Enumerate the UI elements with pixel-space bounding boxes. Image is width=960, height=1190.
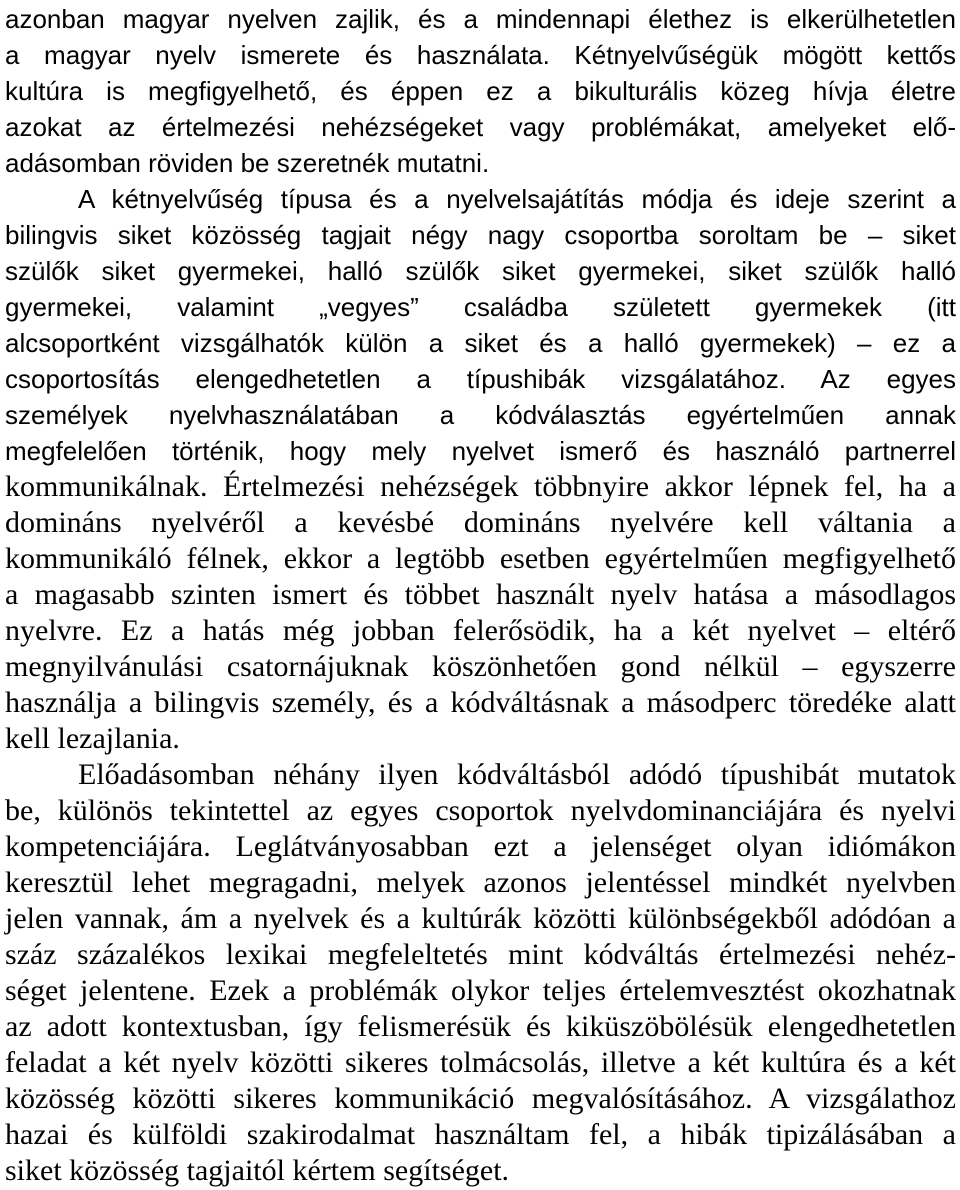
paragraph-2-line-1: A kétnyelvűség típusa és a nyelvelsajátítás módja és ideje szerint a [78, 184, 956, 214]
paragraph-2-line-6: csoportosítás elengedhetetlen a típushibák vizsgálatához. Az egyes [5, 364, 956, 394]
paragraph-3-line-11: hazai és külföldi szakirodalmat használtam fel, a hibák tipizálásában a [5, 1118, 956, 1151]
paragraph-2-line-15: használja a bilingvis személy, és a kódváltásnak a másodperc töredéke alatt [5, 686, 956, 719]
paragraph-2-line-2: bilingvis siket közösség tagjait négy nagy csoportba soroltam be – siket [5, 220, 956, 250]
paragraph-2-line-11: kommunikáló félnek, ekkor a legtöbb esetben egyértelműen megfigyelhető [5, 542, 956, 575]
paragraph-1-line-5: adásomban röviden be szeretnék mutatni. [5, 148, 490, 178]
paragraph-3-line-12: siket közösség tagjaitól kértem segítséget. [5, 1154, 510, 1187]
paragraph-3-line-8: az adott kontextusban, így felismerésük és kiküszöbölésük elengedhetetlen [5, 1010, 956, 1043]
paragraph-3-line-7: séget jelentene. Ezek a problémák olykor teljes értelemvesztést okozhatnak [5, 974, 956, 1007]
paragraph-3-line-4: keresztül lehet megragadni, melyek azonos jelentéssel mindkét nyelvben [5, 866, 956, 899]
paragraph-1-line-3: kultúra is megfigyelhető, és éppen ez a bikulturális közeg hívja életre [5, 76, 956, 106]
paragraph-1-line-4: azokat az értelmezési nehézségeket vagy problémákat, amelyeket elő- [5, 112, 956, 142]
paragraph-2-line-5: alcsoportként vizsgálhatók külön a siket és a halló gyermekek) – ez a [5, 328, 956, 358]
paragraph-2-line-3: szülők siket gyermekei, halló szülők siket gyermekei, siket szülők halló [5, 256, 956, 286]
paragraph-3-line-9: feladat a két nyelv közötti sikeres tolmácsolás, illetve a két kultúra és a két [5, 1046, 956, 1079]
paragraph-3-line-5: jelen vannak, ám a nyelvek és a kultúrák közötti különbségekből adódóan a [5, 902, 956, 935]
paragraph-2-line-8: megfelelően történik, hogy mely nyelvet ismerő és használó partnerrel [5, 436, 956, 466]
paragraph-2-line-12: a magasabb szinten ismert és többet használt nyelv hatása a másodlagos [5, 578, 956, 611]
paragraph-2-line-9: kommunikálnak. Értelmezési nehézségek többnyire akkor lépnek fel, ha a [5, 470, 956, 503]
paragraph-3-line-6: száz százalékos lexikai megfeleltetés mint kódváltás értelmezési nehéz- [5, 938, 956, 971]
paragraph-2-line-10: domináns nyelvéről a kevésbé domináns nyelvére kell váltania a [5, 506, 956, 539]
paragraph-1-line-1: azonban magyar nyelven zajlik, és a mindennapi élethez is elkerülhetetlen [5, 4, 956, 34]
paragraph-3-line-3: kompetenciájára. Leglátványosabban ezt a jelenséget olyan idiómákon [5, 830, 956, 863]
paragraph-3-line-1: Előadásomban néhány ilyen kódváltásból adódó típushibát mutatok [78, 758, 956, 791]
paragraph-1-line-2: a magyar nyelv ismerete és használata. Kétnyelvűségük mögött kettős [5, 40, 956, 70]
paragraph-3-line-2: be, különös tekintettel az egyes csoportok nyelvdominanciájára és nyelvi [5, 794, 956, 827]
paragraph-2-line-4: gyermekei, valamint „vegyes” családba született gyermekek (itt [5, 292, 956, 322]
paragraph-2-line-13: nyelvre. Ez a hatás még jobban felerősödik, ha a két nyelvet – eltérő [5, 614, 956, 647]
paragraph-2-line-16: kell lezajlania. [5, 722, 180, 755]
paragraph-3-line-10: közösség közötti sikeres kommunikáció megvalósításához. A vizsgálathoz [5, 1082, 956, 1115]
paragraph-2-line-14: megnyilvánulási csatornájuknak köszönhetően gond nélkül – egyszerre [5, 650, 956, 683]
paragraph-2-line-7: személyek nyelvhasználatában a kódválasztás egyértelműen annak [5, 400, 956, 430]
